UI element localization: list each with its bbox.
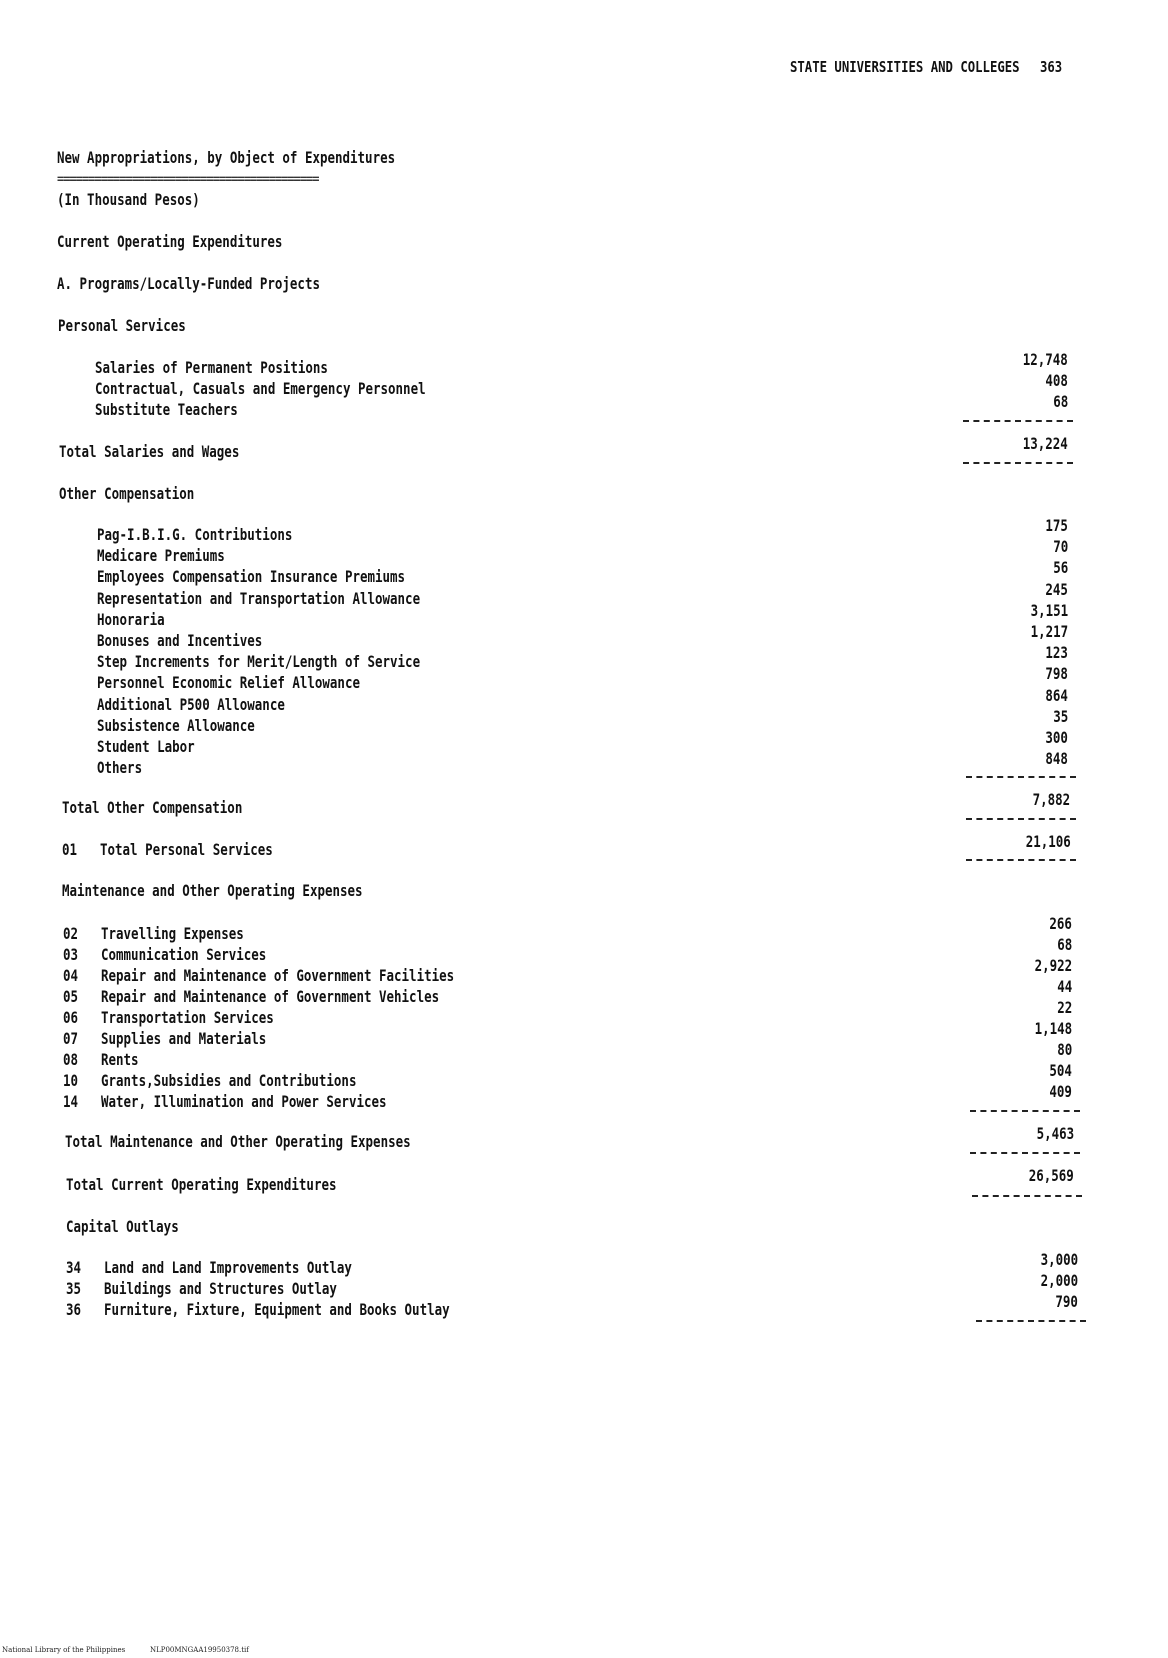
row-value: 35 (1052, 706, 1068, 726)
row-label: Repair and Maintenance of Government Facilities (101, 966, 455, 985)
row-value: 245 (1045, 579, 1068, 599)
row-value: 1,148 (1034, 1019, 1072, 1038)
row-value: 3,151 (1030, 600, 1068, 620)
row-label: Land and Land Improvements Outlay (104, 1258, 352, 1277)
row-value: 790 (1055, 1292, 1078, 1311)
row-value: 68 (1052, 392, 1068, 411)
row-code: 06 (63, 1008, 79, 1027)
running-title: STATE UNIVERSITIES AND COLLEGES (790, 58, 1020, 76)
total-other-comp-value: 7,882 (1032, 790, 1070, 809)
row-code: 08 (63, 1050, 79, 1069)
units-note: (In Thousand Pesos) (57, 190, 200, 209)
subtotal-rule (966, 776, 1076, 778)
row-label: Subsistence Allowance (97, 715, 255, 735)
row-code: 14 (63, 1092, 79, 1111)
subtotal-rule (963, 420, 1073, 422)
row-value: 1,217 (1030, 622, 1068, 641)
row-value: 409 (1049, 1082, 1072, 1101)
row-value: 408 (1045, 371, 1068, 390)
row-code: 35 (66, 1279, 82, 1298)
row-value: 70 (1052, 537, 1068, 557)
personal-services-heading: Personal Services (58, 316, 186, 335)
other-compensation-heading: Other Compensation (59, 484, 195, 503)
total-ps-value: 21,106 (1025, 832, 1071, 851)
row-value: 300 (1045, 728, 1068, 747)
row-label: Employees Compensation Insurance Premiums (97, 567, 406, 587)
total-ps-code: 01 (62, 840, 78, 859)
row-label: Buildings and Structures Outlay (104, 1279, 337, 1298)
row-value: 123 (1045, 643, 1068, 663)
row-value: 80 (1056, 1040, 1072, 1059)
row-code: 04 (63, 966, 79, 985)
row-label: Water, Illumination and Power Services (101, 1092, 387, 1111)
row-label: Salaries of Permanent Positions (95, 358, 328, 377)
subtotal-rule (966, 818, 1076, 820)
row-label: Medicare Premiums (97, 546, 225, 566)
row-label: Communication Services (101, 945, 267, 964)
row-value: 798 (1045, 664, 1068, 684)
page-number: 363 (1040, 58, 1063, 76)
subtotal-rule (972, 1195, 1082, 1197)
total-current-value: 26,569 (1028, 1166, 1074, 1185)
row-value: 266 (1049, 914, 1072, 933)
subtotal-rule (976, 1320, 1086, 1322)
row-value: 12,748 (1022, 350, 1068, 369)
row-value: 2,000 (1040, 1271, 1078, 1290)
row-label: Transportation Services (101, 1008, 274, 1027)
row-value: 848 (1045, 749, 1068, 769)
current-heading: Current Operating Expenditures (57, 232, 283, 251)
row-code: 07 (63, 1029, 79, 1048)
row-label: Travelling Expenses (101, 924, 244, 943)
row-code: 34 (66, 1258, 82, 1277)
section-title: New Appropriations, by Object of Expenditures (57, 148, 396, 167)
subtotal-rule (963, 462, 1073, 464)
row-value: 175 (1045, 516, 1068, 535)
programs-heading: A. Programs/Locally-Funded Projects (57, 274, 320, 293)
total-mooe-value: 5,463 (1036, 1124, 1074, 1143)
total-salaries-label: Total Salaries and Wages (59, 442, 240, 461)
row-value: 2,922 (1034, 956, 1072, 975)
total-ps-label: Total Personal Services (100, 840, 273, 859)
row-value: 504 (1049, 1061, 1072, 1080)
row-label: Others (97, 758, 143, 778)
row-value: 864 (1045, 685, 1068, 705)
row-label: Furniture, Fixture, Equipment and Books Outlay (104, 1300, 450, 1319)
row-value: 3,000 (1040, 1250, 1078, 1269)
capital-outlays-heading: Capital Outlays (66, 1217, 179, 1236)
row-label: Student Labor (97, 737, 195, 756)
footer-file-id: NLP00MNGAA19950378.tif (150, 1646, 249, 1654)
row-label: Supplies and Materials (101, 1029, 267, 1048)
subtotal-rule (970, 1152, 1080, 1154)
row-value: 44 (1056, 977, 1072, 996)
row-code: 03 (63, 945, 79, 964)
row-value: 68 (1056, 935, 1072, 954)
subtotal-rule (966, 859, 1076, 861)
row-label: Substitute Teachers (95, 400, 238, 419)
row-label: Bonuses and Incentives (97, 631, 263, 650)
title-underline: ========================================== (57, 172, 319, 186)
row-label: Representation and Transportation Allowance (97, 588, 421, 608)
row-code: 02 (63, 924, 79, 943)
total-other-comp-label: Total Other Compensation (62, 798, 243, 817)
footer-source: National Library of the Philippines (2, 1646, 126, 1654)
row-label: Pag-I.B.I.G. Contributions (97, 525, 293, 544)
row-value: 56 (1052, 558, 1068, 578)
row-value: 22 (1056, 998, 1072, 1017)
row-label: Repair and Maintenance of Government Vehicles (101, 987, 440, 1006)
subtotal-rule (970, 1110, 1080, 1112)
row-code: 10 (63, 1071, 79, 1090)
row-label: Honoraria (97, 609, 165, 629)
total-current-label: Total Current Operating Expenditures (66, 1175, 337, 1194)
total-mooe-label: Total Maintenance and Other Operating Expenses (65, 1132, 411, 1151)
row-label: Rents (101, 1050, 139, 1069)
row-code: 36 (66, 1300, 82, 1319)
total-salaries-value: 13,224 (1022, 434, 1068, 453)
row-label: Personnel Economic Relief Allowance (97, 673, 360, 693)
row-label: Grants,Subsidies and Contributions (101, 1071, 357, 1090)
row-label: Contractual, Casuals and Emergency Personnel (95, 379, 426, 398)
row-code: 05 (63, 987, 79, 1006)
mooe-heading: Maintenance and Other Operating Expenses (62, 881, 363, 900)
row-label: Additional P500 Allowance (97, 694, 285, 714)
row-label: Step Increments for Merit/Length of Service (97, 652, 421, 672)
